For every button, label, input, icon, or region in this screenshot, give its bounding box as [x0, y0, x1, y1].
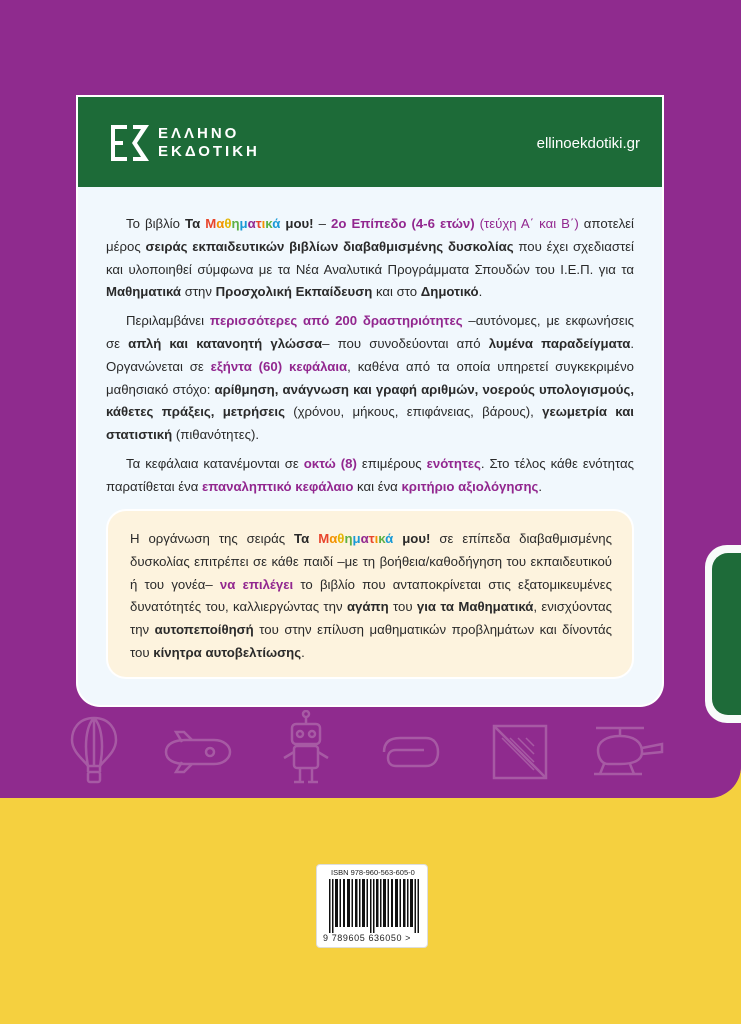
hot-air-balloon-icon	[70, 716, 118, 784]
barcode-bars	[329, 879, 419, 933]
airplane-icon	[162, 730, 234, 774]
helicopter-icon	[586, 722, 666, 782]
barcode	[316, 864, 428, 948]
paper-clip-icon	[376, 734, 440, 770]
publisher-name-line2: ΕΚΔΟΤΙΚΗ	[158, 143, 260, 160]
description-text	[106, 213, 634, 505]
barcode-digits: 9 789605 636050 >	[323, 933, 412, 943]
paragraph-1: Το βιβλίο Τα Μαθηματικά μου! – 2ο Επίπεδο (4-6 ετών) (τεύχη Α΄ και Β΄) αποτελεί μέρος σειράς εκπαιδευτικών βιβλίων διαβαθμισμένης δυσκολίας που έχει σχεδιαστεί και υλοποιηθεί σύμφωνα με τα Νέα Αναλυτικά Προγράμματα Σπουδών του Ι.Ε.Π. για τα Μαθηματικά στην Προσχολική Εκπαίδευση και στο Δημοτικό.	[106, 216, 634, 300]
side-tab-green	[712, 553, 741, 715]
publisher-header	[78, 97, 662, 187]
paragraph-3: Τα κεφάλαια κατανέμονται σε οκτώ (8) επιμέρους ενότητες. Στο τέλος κάθε ενότητας παρατίθεται ένα επαναληπτικό κεφάλαιο και ένα κριτήριο αξιολόγησης.	[106, 455, 634, 494]
isbn-text: ISBN 978-960-563-605-0	[331, 868, 415, 877]
publisher-name-line1: ΕΛΛΗΝΟ	[158, 125, 240, 142]
book-title-colored: Μαθηματικά	[205, 216, 281, 231]
robot-icon	[282, 710, 330, 786]
publisher-website[interactable]: ellinoekdotiki.gr	[536, 135, 640, 152]
publisher-name	[158, 125, 260, 161]
content-card	[78, 97, 662, 705]
info-box-text: Η οργάνωση της σειράς Τα Μαθηματικά μου! σε επίπεδα διαβαθμισμένης δυσκολίας επιτρέπει σε κάθε παιδί –με τη βοήθεια/καθοδήγηση του εκπαιδευτικού ή του γονέα– να επιλέγει το βιβλίο που ανταποκρίνεται στις εξατομικευμένες δυνατότητές του, καλλιεργώντας την αγάπη του για τα Μαθηματικά, ενισχύοντας την αυτοπεποίθησή του στην επίλυση μαθηματικών προβλημάτων και δίνοντάς του κίνητρα αυτοβελτίωσης.	[130, 531, 612, 660]
info-box	[108, 511, 632, 677]
publisher-logo-icon	[111, 125, 149, 161]
decorative-icons	[0, 708, 741, 788]
paragraph-2: Περιλαμβάνει περισσότερες από 200 δραστηριότητες –αυτόνομες, με εκφωνήσεις σε απλή και κατανοητή γλώσσα– που συνοδεύονται από λυμένα παραδείγματα. Οργανώνεται σε εξήντα (60) κεφάλαια, καθένα από τα οποία υπηρετεί συγκεκριμένο μαθησιακό στόχο: αρίθμηση, ανάγνωση και γραφή αριθμών, νοερούς υπολογισμούς, κάθετες πράξεις, μετρήσεις (χρόνου, μήκους, επιφάνειας, βάρους), γεωμετρία και στατιστική (πιθανότητες).	[106, 313, 635, 443]
triangle-icon	[492, 724, 548, 780]
